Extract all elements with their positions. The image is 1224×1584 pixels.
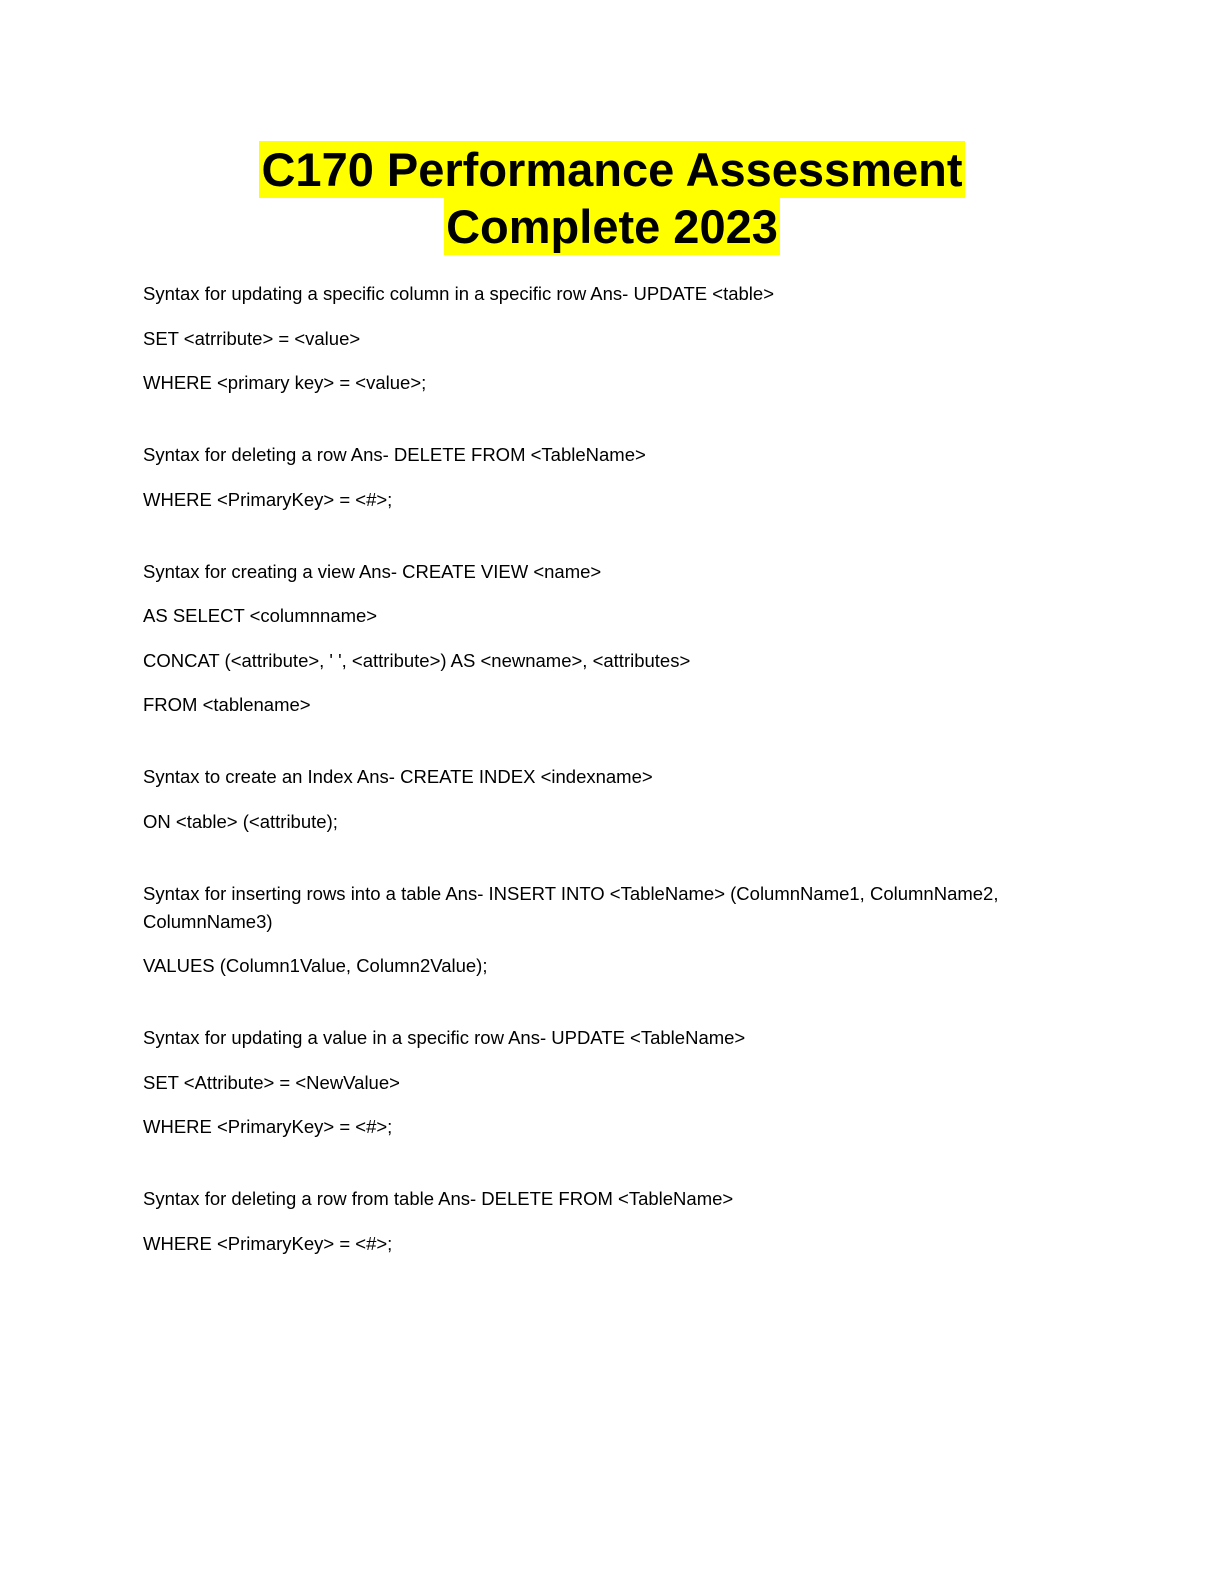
answer-line: VALUES (Column1Value, Column2Value); xyxy=(143,955,488,976)
question-line: Syntax for updating a value in a specific row Ans- UPDATE <TableName> xyxy=(143,1027,746,1048)
qa-item-delete-row-from-table xyxy=(143,1185,1083,1258)
answer-line: CONCAT (<attribute>, ' ', <attribute>) AS <newname>, <attributes> xyxy=(143,649,691,671)
answer-line: FROM <tablename> xyxy=(143,694,311,715)
question-line: Syntax to create an Index Ans- CREATE INDEX <indexname> xyxy=(143,766,653,787)
title-line-1: C170 Performance Assessment xyxy=(261,143,963,196)
document-body xyxy=(143,280,1083,1302)
answer-line: WHERE <PrimaryKey> = <#>; xyxy=(143,1232,393,1254)
answer-line: SET <Attribute> = <NewValue> xyxy=(143,1071,400,1093)
qa-item-insert-rows xyxy=(143,880,1083,981)
question-line: Syntax for deleting a row from table Ans- DELETE FROM <TableName> xyxy=(143,1188,734,1209)
qa-item-create-view xyxy=(143,558,1083,720)
question-line: Syntax for creating a view Ans- CREATE VIEW <name> xyxy=(143,560,602,582)
qa-item-update-column xyxy=(143,280,1083,397)
question-line: Syntax for updating a specific column in a specific row Ans- UPDATE <table> xyxy=(143,283,775,304)
title-line-2: Complete 2023 xyxy=(446,200,778,253)
answer-line: WHERE <PrimaryKey> = <#>; xyxy=(143,1116,393,1137)
question-line: Syntax for deleting a row Ans- DELETE FROM <TableName> xyxy=(143,444,646,465)
question-line: Syntax for inserting rows into a table Ans- INSERT INTO <TableName> (ColumnName1, ColumnName2, ColumnName3) xyxy=(143,882,1004,932)
answer-line: ON <table> (<attribute); xyxy=(143,810,338,832)
answer-line: WHERE <PrimaryKey> = <#>; xyxy=(143,488,393,510)
qa-item-create-index xyxy=(143,763,1083,836)
qa-item-update-value xyxy=(143,1024,1083,1141)
answer-line: WHERE <primary key> = <value>; xyxy=(143,372,427,393)
answer-line: AS SELECT <columnname> xyxy=(143,605,378,626)
qa-item-delete-row xyxy=(143,441,1083,514)
document-title xyxy=(0,141,1224,255)
answer-line: SET <atrribute> = <value> xyxy=(143,327,361,349)
